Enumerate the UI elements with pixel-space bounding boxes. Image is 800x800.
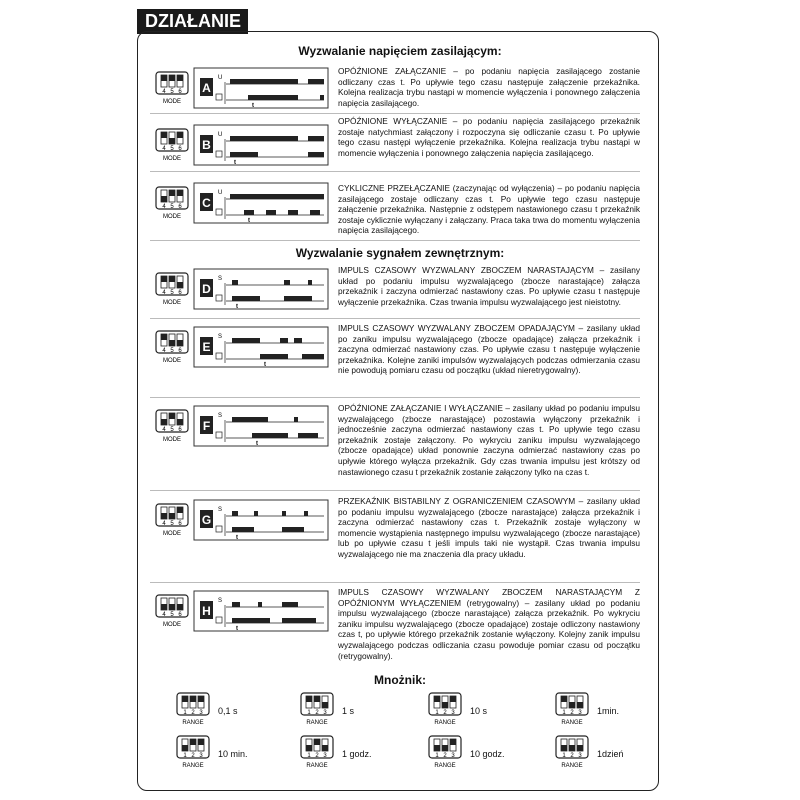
range-switch	[556, 736, 588, 769]
mode-description	[338, 265, 640, 307]
switch-number: 4	[162, 290, 166, 296]
mode-letter: C	[202, 196, 211, 210]
mode-diagram-a	[148, 64, 338, 118]
mode-heading: OPÓŹNIONE ZAŁĄCZANIE	[338, 66, 447, 76]
switch-number: 5	[170, 612, 174, 618]
mode-heading: OPÓŹNIONE WYŁĄCZANIE	[338, 116, 448, 126]
range-switch	[429, 693, 461, 726]
multiplier-value: 1dzień	[597, 749, 624, 759]
signal-label: S	[218, 276, 223, 282]
mode-description	[338, 116, 640, 158]
mode-text: (zaczynając od wyłączenia) – po podaniu napięcia zasilającego zostaje odliczany czas t. Po upływie tego czasu następuje załączenie przekaźnika. Następnie z odstępem nastawionego czasu t przekaźnik zostaje cyklicznie wyłączany i załączany. Praca taka trwa do momentu wyłączenia napięcia zasilającego.	[338, 183, 640, 236]
mode-diagram-h	[148, 587, 338, 641]
row-separator	[150, 240, 640, 241]
mode-description	[338, 403, 640, 477]
switch-number: 3	[578, 753, 582, 759]
switch-label: RANGE	[182, 763, 204, 769]
mode-text: – zasilany układ po podaniu impulsu wyzwalającego (zbocze narastające) pozostawia wyłączony przekaźnik i jednocześnie zaczyna odmierzać nastawiony czas t. Po upływie tego czasu przekaźnik zostaje załączony. Po wykryciu zaniku impulsu wyzwalającego (zbocze opadające) układ ponownie zaczyna odmierzać nastawiony czas po upływie którego wyłącza przekaźnik. Gdy czas trwania impulsu jest krótszy od nastawionego czasu t przekaźnik zostanie załączony tylko na czas t.	[338, 403, 640, 477]
switch-number: 3	[323, 753, 327, 759]
section-title-supply: Wyzwalanie napięciem zasilającym:	[298, 44, 502, 58]
mode-description	[338, 496, 640, 560]
mode-text: (retrygowalny) – zasilany układ po podaniu impulsu wyzwalającego (zbocze narastające) załącza przekaźnik. Po wykryciu zaniku impulsu wyzwalającego (zbocze opadające) zostaje odliczony nastawiony czas t, po upływie którego przekaźnik zostanie wyłączony. Kolejny zanik impulsu wyzwalającego podczas odliczania czasu powoduje pomiar czasu od początku (retrygowalny).	[338, 597, 640, 661]
mode-text: – zasilany układ po zaniku impulsu wyzwalającego (zbocze opadające) załącza przekaźnik i zaczyna odmierzać nastawiony czas. Po upływie czasu t następuje wyłączenie przekaźnika. Kolejne zaniki impulsów wyzwalających podczas odmierzania czasu nie powodują pomiaru czasu od początku (układ nieretrygowalny).	[338, 323, 640, 376]
mode-heading: IMPULS CZASOWY WYZWALANY ZBOCZEM NARASTAJĄCYM	[338, 265, 594, 275]
mode-heading: CYKLICZNE PRZEŁĄCZANIE	[338, 183, 451, 193]
switch-number: 6	[178, 146, 182, 152]
mode-switch-icon	[156, 273, 188, 306]
mode-text: – zasilany układ po podaniu impulsu wyzwalającego (zbocze narastające) załącza przekaźnik i zaczyna odmierzać nastawiony czas t. Przekaźnik zostaje wyłączony w momencie wystąpienia następnego impulsu wyzwalającego (zbocze narastające) lub po upływie czasu t jeśli impuls taki nie wystąpił. Czas trwania impulsu wyzwalającego nie ma znaczenia dla pracy układu.	[338, 496, 640, 559]
mode-switch-icon	[156, 504, 188, 537]
row-separator	[150, 318, 640, 319]
mode-diagram-d	[148, 265, 338, 319]
signal-label: U	[218, 75, 223, 81]
time-marker: t	[252, 103, 254, 109]
multiplier-value: 1 godz.	[342, 749, 372, 759]
row-separator	[150, 171, 640, 172]
range-switch	[301, 693, 333, 726]
range-switch-icon	[555, 735, 595, 775]
mode-heading: IMPULS CZASOWY WYZWALANY ZBOCZEM NARASTAJĄCYM Z OPÓŹNIONYM WYŁĄCZENIEM	[338, 587, 640, 608]
row-separator	[150, 397, 640, 398]
mode-diagram-b	[148, 121, 338, 175]
mode-letter: E	[202, 340, 211, 354]
signal-label: U	[218, 190, 223, 196]
mode-description	[338, 323, 640, 376]
switch-label: RANGE	[561, 763, 583, 769]
switch-label: MODE	[163, 99, 181, 105]
switch-number: 4	[162, 204, 166, 210]
mode-text: – po podaniu napięcia zasilającego przekaźnik zostaje natychmiast załączony i rozpoczyna się odliczanie czasu t. Po upływie tego czasu następi wyłączenie przekaźnika. Kolejna realizacja trybu nastąpi w momencie wyłączenia i ponownego załączenia napięcia zasilającego.	[338, 116, 640, 158]
time-marker: t	[236, 304, 238, 310]
mode-description	[338, 66, 640, 108]
mode-diagram-g	[148, 496, 338, 550]
switch-label: MODE	[163, 214, 181, 220]
range-switch	[429, 736, 461, 769]
mode-text: – zasilany układ po podaniu impulsu wyzwalającego (zbocze narastające) załącza przekaźnik i zaczyna odmierzać nastawiony czas. Po upływie czasu t następuje wyłączenie przekaźnika. Czas trwania impulsu wyzwalającego jest nieistotny.	[338, 265, 640, 307]
range-switch-icon	[300, 692, 340, 732]
switch-label: RANGE	[182, 720, 204, 726]
switch-number: 6	[178, 89, 182, 95]
mode-switch-icon	[156, 331, 188, 364]
switch-number: 4	[162, 348, 166, 354]
mode-letter: A	[202, 81, 211, 95]
switch-number: 3	[578, 710, 582, 716]
signal-label: S	[218, 334, 223, 340]
signal-label: S	[218, 507, 223, 513]
switch-number: 3	[199, 710, 203, 716]
switch-number: 6	[178, 427, 182, 433]
switch-number: 6	[178, 290, 182, 296]
switch-number: 6	[178, 204, 182, 210]
switch-number: 3	[323, 710, 327, 716]
mode-letter: D	[202, 282, 211, 296]
mode-switch-icon	[156, 72, 188, 105]
switch-number: 2	[315, 753, 319, 759]
switch-number: 3	[451, 753, 455, 759]
switch-number: 5	[170, 204, 174, 210]
switch-label: MODE	[163, 437, 181, 443]
mode-heading: IMPULS CZASOWY WYZWALANY ZBOCZEM OPADAJĄCYM	[338, 323, 575, 333]
row-separator	[150, 490, 640, 491]
switch-number: 6	[178, 612, 182, 618]
range-switch-icon	[300, 735, 340, 775]
switch-number: 4	[162, 612, 166, 618]
switch-number: 5	[170, 521, 174, 527]
mode-description	[338, 587, 640, 661]
mode-heading: PRZEKAŹNIK BISTABILNY Z OGRANICZENIEM CZASOWYM	[338, 496, 576, 506]
switch-number: 1	[307, 753, 311, 759]
switch-number: 5	[170, 89, 174, 95]
row-separator	[150, 113, 640, 114]
range-switch-icon	[555, 692, 595, 732]
switch-number: 1	[435, 753, 439, 759]
range-switch	[556, 693, 588, 726]
range-switch-icon	[176, 735, 216, 775]
signal-label: S	[218, 413, 223, 419]
switch-label: MODE	[163, 156, 181, 162]
range-switch-icon	[428, 735, 468, 775]
switch-number: 5	[170, 348, 174, 354]
switch-number: 4	[162, 89, 166, 95]
mode-diagram-c	[148, 179, 338, 233]
switch-number: 5	[170, 427, 174, 433]
multiplier-value: 10 min.	[218, 749, 248, 759]
switch-number: 2	[443, 753, 447, 759]
mode-letter: H	[202, 604, 211, 618]
time-marker: t	[234, 160, 236, 166]
switch-number: 3	[199, 753, 203, 759]
switch-number: 4	[162, 427, 166, 433]
switch-number: 2	[191, 710, 195, 716]
switch-label: RANGE	[434, 763, 456, 769]
mode-text: – po podaniu napięcia zasilającego zostanie odliczany czas t. Po upływie tego czasu następuje załączenie przekaźnika. Kolejna realizacja trybu nastąpi w momencie wyłączenia i ponownego załączenia napięcia zasilającego.	[338, 66, 640, 108]
switch-number: 4	[162, 521, 166, 527]
mode-letter: B	[202, 138, 211, 152]
time-marker: t	[236, 626, 238, 632]
switch-number: 1	[562, 753, 566, 759]
range-switch	[177, 736, 209, 769]
switch-number: 2	[315, 710, 319, 716]
switch-label: MODE	[163, 358, 181, 364]
mode-letter: F	[202, 419, 211, 433]
mode-description	[338, 183, 640, 236]
switch-number: 5	[170, 290, 174, 296]
mode-switch-icon	[156, 410, 188, 443]
multiplier-title: Mnożnik:	[374, 673, 426, 687]
switch-label: MODE	[163, 622, 181, 628]
mode-heading: OPÓŹNIONE ZAŁĄCZANIE I WYŁĄCZANIE	[338, 403, 503, 413]
switch-number: 1	[183, 710, 187, 716]
range-switch-icon	[428, 692, 468, 732]
range-switch-icon	[176, 692, 216, 732]
row-separator	[150, 582, 640, 583]
switch-number: 1	[183, 753, 187, 759]
page-title: DZIAŁANIE	[137, 9, 248, 34]
multiplier-value: 1min.	[597, 706, 620, 716]
switch-number: 4	[162, 146, 166, 152]
multiplier-value: 1 s	[342, 706, 355, 716]
switch-label: MODE	[163, 531, 181, 537]
multiplier-value: 10 godz.	[470, 749, 505, 759]
time-marker: t	[236, 535, 238, 541]
switch-number: 1	[435, 710, 439, 716]
range-switch	[177, 693, 209, 726]
mode-letter: G	[201, 513, 212, 527]
multiplier-value: 10 s	[470, 706, 488, 716]
switch-number: 1	[307, 710, 311, 716]
multiplier-value: 0,1 s	[218, 706, 238, 716]
mode-switch-icon	[156, 129, 188, 162]
mode-switch-icon	[156, 595, 188, 628]
mode-switch-icon	[156, 187, 188, 220]
switch-number: 2	[191, 753, 195, 759]
time-marker: t	[256, 441, 258, 447]
switch-number: 6	[178, 348, 182, 354]
switch-number: 5	[170, 146, 174, 152]
time-marker: t	[248, 218, 250, 224]
switch-number: 2	[570, 753, 574, 759]
switch-number: 2	[443, 710, 447, 716]
switch-label: RANGE	[561, 720, 583, 726]
switch-label: RANGE	[306, 720, 328, 726]
switch-label: RANGE	[306, 763, 328, 769]
time-marker: t	[264, 362, 266, 368]
range-switch	[301, 736, 333, 769]
switch-label: RANGE	[434, 720, 456, 726]
switch-number: 1	[562, 710, 566, 716]
switch-label: MODE	[163, 300, 181, 306]
signal-label: U	[218, 132, 223, 138]
mode-diagram-f	[148, 402, 338, 456]
signal-label: S	[218, 598, 223, 604]
switch-number: 2	[570, 710, 574, 716]
mode-diagram-e	[148, 323, 338, 377]
switch-number: 3	[451, 710, 455, 716]
switch-number: 6	[178, 521, 182, 527]
section-title-external: Wyzwalanie sygnałem zewnętrznym:	[295, 246, 505, 260]
